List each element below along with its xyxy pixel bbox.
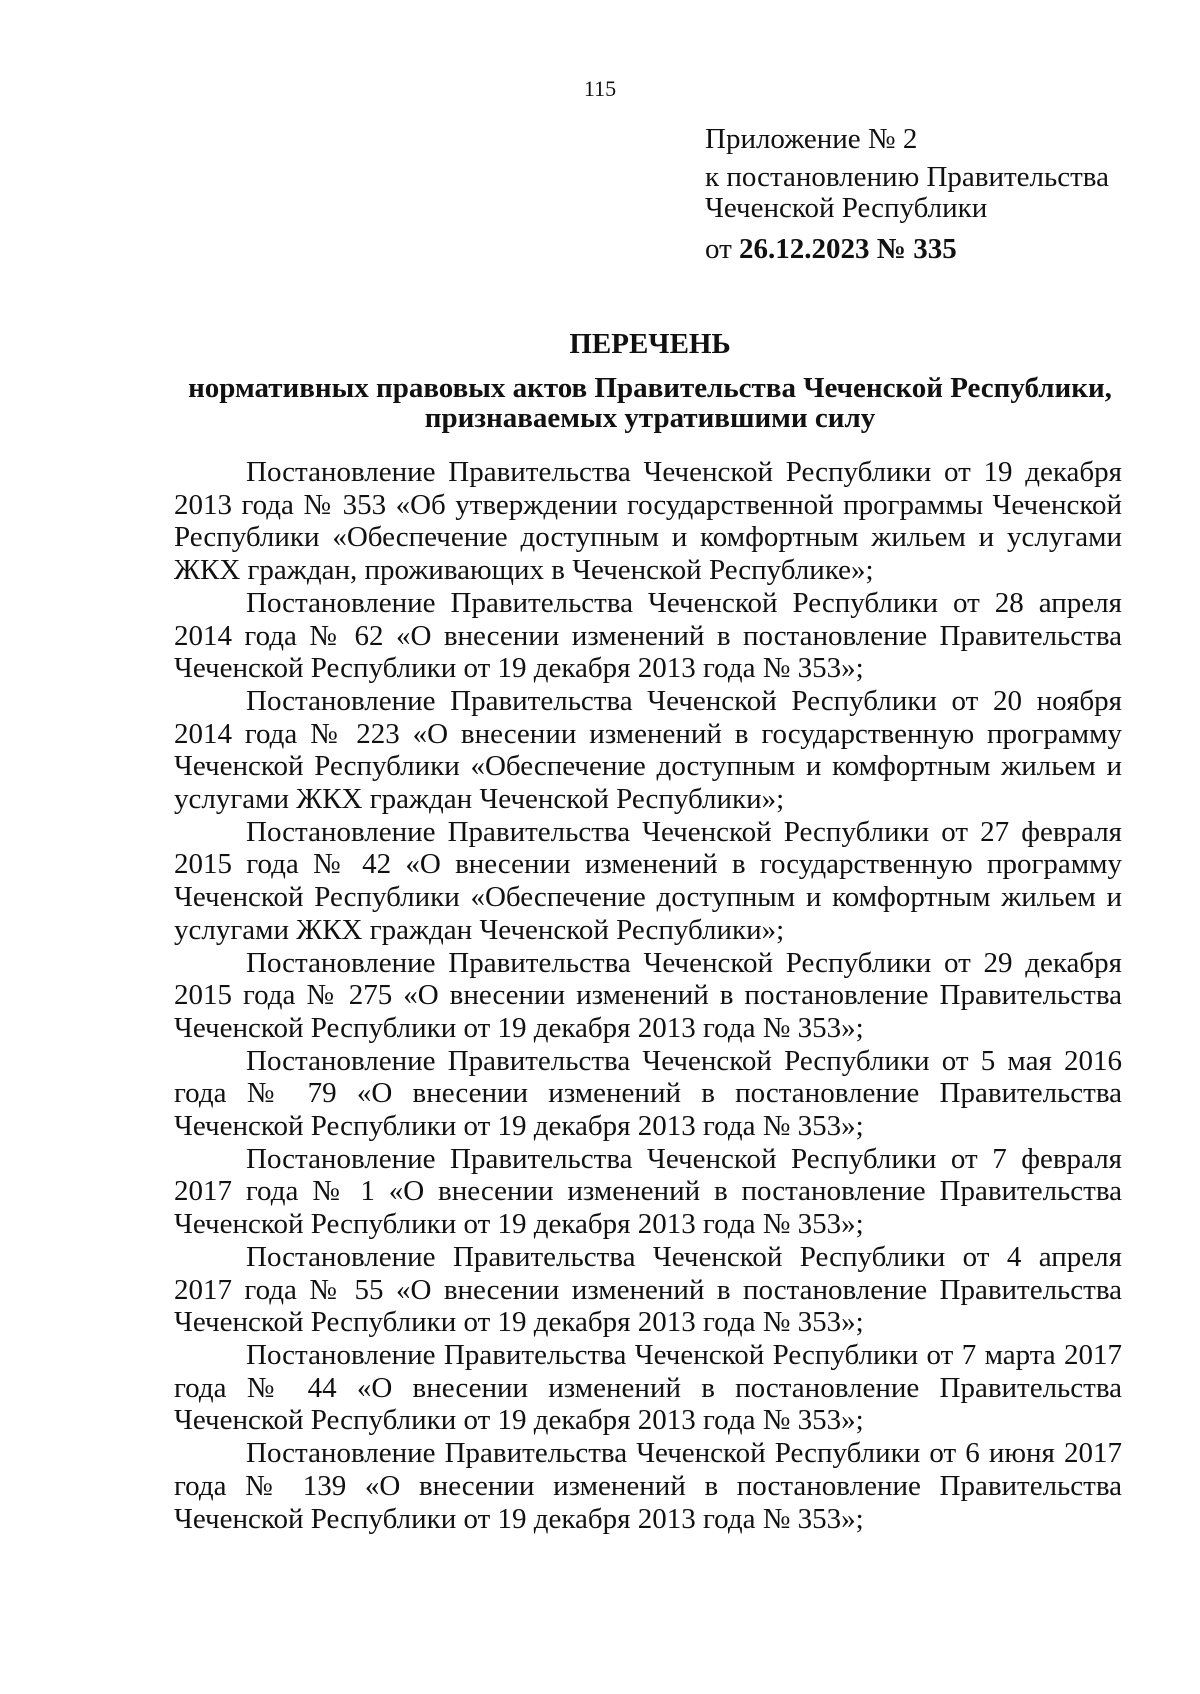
document-title-block (150, 327, 1150, 433)
subtitle-line-1: нормативных правовых актов Правительства Чеченской Республики, (188, 372, 1112, 404)
document-subtitle (150, 373, 1150, 433)
list-item: Постановление Правительства Чеченской Республики от 6 июня 2017 года № 139 «О внесении изменений в постановление Правительства Чеченской Республики от 19 декабря 2013 года № 353»; (174, 1437, 1122, 1535)
list-item: Постановление Правительства Чеченской Республики от 28 апреля 2014 года № 62 «О внесении изменений в постановление Правительства Чеченской Республики от 19 декабря 2013 года № 353»; (174, 586, 1122, 685)
appendix-line-3: Чеченской Республики (705, 192, 988, 224)
list-item: Постановление Правительства Чеченской Республики от 4 апреля 2017 года № 55 «О внесении изменений в постановление Правительства Чеченской Республики от 19 декабря 2013 года № 353»; (174, 1240, 1122, 1339)
document-title: ПЕРЕЧЕНЬ (569, 328, 731, 360)
page-number: 115 (583, 76, 617, 101)
list-item: Постановление Правительства Чеченской Республики от 29 декабря 2015 года № 275 «О внесении изменений в постановление Правительства Чеченской Республики от 19 декабря 2013 года № 353»; (174, 946, 1122, 1044)
list-item: Постановление Правительства Чеченской Республики от 19 декабря 2013 года № 353 «Об утверждении государственной программы Чеченской Республики «Обеспечение доступным и комфортным жильем и услугами ЖКХ граждан, проживающих в Чеченской Республике»; (174, 456, 1122, 587)
list-item: Постановление Правительства Чеченской Республики от 5 мая 2016 года № 79 «О внесении изменений в постановление Правительства Чеченской Республики от 19 декабря 2013 года № 353»; (174, 1044, 1122, 1143)
list-item: Постановление Правительства Чеченской Республики от 20 ноября 2014 года № 223 «О внесении изменений в государственную программу Чеченской Республики «Обеспечение доступным и комфортным жильем и услугами ЖКХ граждан Чеченской Республики»; (174, 684, 1122, 816)
appendix-number: № 335 (869, 233, 957, 265)
appendix-date-line (705, 234, 1165, 265)
list-item: Постановление Правительства Чеченской Республики от 7 марта 2017 года № 44 «О внесении изменений в постановление Правительства Чеченской Республики от 19 декабря 2013 года № 353»; (174, 1338, 1122, 1437)
list-item: Постановление Правительства Чеченской Республики от 7 февраля 2017 года № 1 «О внесении изменений в постановление Правительства Чеченской Республики от 19 декабря 2013 года № 353»; (174, 1142, 1122, 1241)
appendix-date: 26.12.2023 (739, 233, 870, 265)
subtitle-line-2: признаваемых утратившими силу (424, 402, 876, 434)
appendix-line-2: к постановлению Правительства (705, 161, 1109, 193)
list-item: Постановление Правительства Чеченской Республики от 27 февраля 2015 года № 42 «О внесении изменений в государственную программу Чеченской Республики «Обеспечение доступным и комфортным жильем и услугами ЖКХ граждан Чеченской Республики»; (174, 815, 1122, 946)
appendix-line-1: Приложение № 2 (705, 123, 918, 155)
appendix-date-prefix: от (705, 233, 740, 265)
appendix-header (705, 124, 1165, 265)
acts-list (174, 456, 1122, 1535)
